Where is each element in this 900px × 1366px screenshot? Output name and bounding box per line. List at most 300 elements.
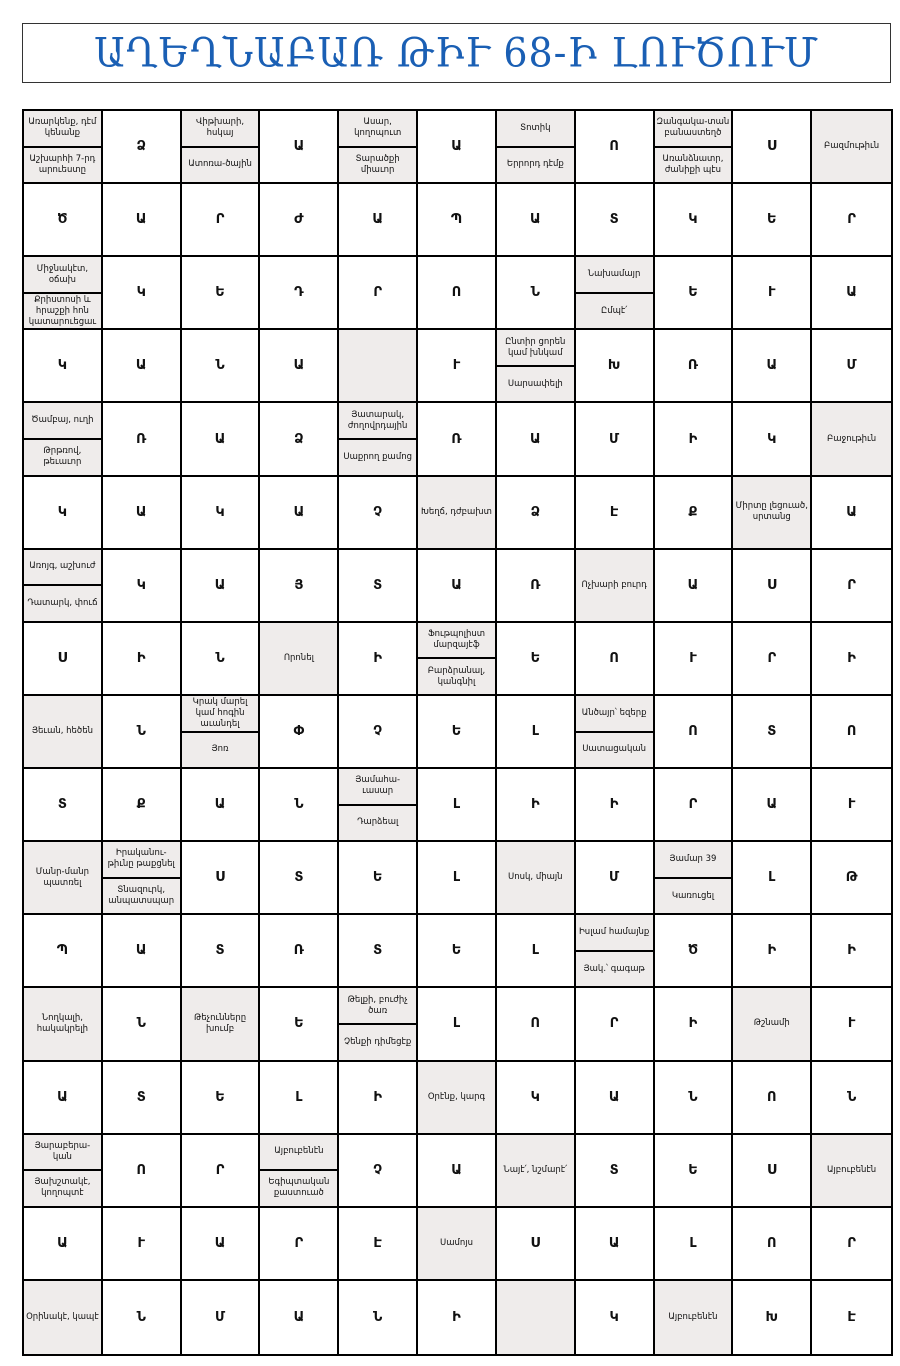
letter-value: Չ xyxy=(373,1162,383,1178)
letter-cell[interactable] xyxy=(812,769,891,842)
letter-cell[interactable] xyxy=(655,1135,734,1208)
letter-cell[interactable] xyxy=(418,403,497,476)
letter-cell[interactable] xyxy=(733,330,812,403)
letter-value: Ե xyxy=(530,650,541,666)
letter-cell[interactable] xyxy=(339,623,418,696)
letter-value: Ո xyxy=(609,139,619,155)
clue-cell xyxy=(655,1281,734,1354)
letter-cell[interactable] xyxy=(24,477,103,550)
letter-cell[interactable] xyxy=(497,988,576,1061)
letter-cell[interactable] xyxy=(24,1208,103,1281)
letter-cell[interactable] xyxy=(733,550,812,623)
letter-value: Ր xyxy=(609,1016,619,1032)
letter-value: Ո xyxy=(530,1016,541,1032)
clue-text: Քրիստոսի և հրաշքի հոն կատարուեցաւ xyxy=(28,294,97,327)
clue-text: Որոնել xyxy=(283,652,314,663)
clue-cell xyxy=(260,623,339,696)
clue-text: Միջնակէտ, օճախ xyxy=(36,263,89,285)
letter-cell[interactable] xyxy=(812,184,891,257)
letter-cell[interactable] xyxy=(182,1135,261,1208)
letter-cell[interactable] xyxy=(497,1208,576,1281)
clue-text: Առարկենք, դէմ կենանք xyxy=(28,117,97,139)
letter-cell[interactable] xyxy=(418,988,497,1061)
page-title: ԱՂԵՂՆԱԲԱՌ ԹԻՒ 68-Ի ԼՈՒԾՈՒՄ xyxy=(94,29,819,77)
letter-value: Դ xyxy=(294,285,304,301)
letter-cell[interactable] xyxy=(655,915,734,988)
letter-value: Տ xyxy=(136,1089,146,1105)
letter-value: Թ xyxy=(845,870,858,886)
letter-cell[interactable] xyxy=(260,111,339,184)
letter-cell[interactable] xyxy=(103,915,182,988)
letter-value: Ե xyxy=(372,870,383,886)
clue-cell xyxy=(733,477,812,550)
letter-value: Ն xyxy=(846,1089,857,1105)
letter-value: Տ xyxy=(609,212,619,228)
letter-cell[interactable] xyxy=(655,1062,734,1135)
letter-value: Ո xyxy=(767,1235,777,1251)
letter-cell[interactable] xyxy=(24,623,103,696)
letter-cell[interactable] xyxy=(733,1062,812,1135)
letter-value: Մ xyxy=(846,358,857,374)
clue-cell xyxy=(24,988,103,1061)
letter-cell[interactable] xyxy=(418,1135,497,1208)
letter-value: Ա xyxy=(451,1162,462,1178)
letter-cell[interactable] xyxy=(576,184,655,257)
letter-cell[interactable] xyxy=(103,550,182,623)
clue-text: Այբուբենէն xyxy=(274,1146,324,1157)
letter-cell[interactable] xyxy=(103,769,182,842)
letter-value: Մ xyxy=(609,431,620,447)
clue-text: Սոսկ, միայն xyxy=(508,872,563,883)
clue-bottom xyxy=(576,733,653,768)
clue-cell xyxy=(812,111,891,184)
letter-value: Ա xyxy=(530,431,541,447)
letter-value: Ն xyxy=(136,1309,146,1325)
letter-cell[interactable] xyxy=(418,111,497,184)
letter-cell[interactable] xyxy=(418,1281,497,1354)
clue-top xyxy=(260,1135,337,1172)
clue-text: Չենքի դիմեցէք xyxy=(344,1036,412,1047)
letter-cell[interactable] xyxy=(655,1208,734,1281)
clue-text: Միրտը լեցուած, սրտանց xyxy=(735,501,808,523)
letter-cell[interactable] xyxy=(182,1062,261,1135)
clue-text: Կրակ մարել կամ հոգին աւանդել xyxy=(192,696,248,729)
letter-value: Ր xyxy=(373,285,382,301)
clue-cell xyxy=(103,842,182,915)
letter-value: Ք xyxy=(688,504,698,520)
letter-cell[interactable] xyxy=(812,1062,891,1135)
letter-cell[interactable] xyxy=(497,184,576,257)
letter-value: Ս xyxy=(767,139,777,155)
letter-value: Ա xyxy=(766,358,778,374)
letter-value: Ն xyxy=(373,1309,383,1325)
letter-value: Տ xyxy=(373,577,383,593)
letter-cell[interactable] xyxy=(339,184,418,257)
letter-cell[interactable] xyxy=(418,550,497,623)
clue-text: Յամահա-ւասար xyxy=(355,775,401,797)
letter-cell[interactable] xyxy=(24,769,103,842)
clue-text: Տնազուրկ, անպատսպար xyxy=(108,885,175,907)
letter-value: Ե xyxy=(451,943,462,959)
letter-cell[interactable] xyxy=(418,696,497,769)
letter-cell[interactable] xyxy=(182,842,261,915)
letter-cell[interactable] xyxy=(339,257,418,330)
letter-value: Ի xyxy=(609,797,619,813)
letter-value: Ս xyxy=(57,650,68,666)
letter-cell[interactable] xyxy=(182,330,261,403)
letter-value: Ռ xyxy=(687,358,699,374)
letter-value: Տ xyxy=(609,1162,619,1178)
clue-text: Սարսափելի xyxy=(507,378,563,389)
letter-cell[interactable] xyxy=(812,330,891,403)
clue-bottom xyxy=(24,1171,101,1206)
letter-cell[interactable] xyxy=(103,477,182,550)
letter-cell[interactable] xyxy=(733,842,812,915)
letter-value: Ա xyxy=(608,1089,620,1105)
letter-cell[interactable] xyxy=(655,550,734,623)
clue-text: Տարածքի միաւոր xyxy=(355,153,400,175)
clue-cell xyxy=(24,403,103,476)
letter-value: Ն xyxy=(136,723,146,739)
letter-cell[interactable] xyxy=(576,1281,655,1354)
letter-cell[interactable] xyxy=(655,769,734,842)
letter-cell[interactable] xyxy=(182,403,261,476)
letter-cell[interactable] xyxy=(812,842,891,915)
letter-value: Ք xyxy=(136,797,146,813)
letter-value: Ի xyxy=(688,431,698,447)
letter-cell[interactable] xyxy=(576,330,655,403)
letter-cell[interactable] xyxy=(260,184,339,257)
clue-text: Ընտիր ցորեն կամ խնկամ xyxy=(505,336,566,358)
clue-top xyxy=(497,111,574,148)
letter-cell[interactable] xyxy=(103,623,182,696)
letter-value: Ի xyxy=(767,943,777,959)
letter-value: Ե xyxy=(767,212,777,228)
letter-cell[interactable] xyxy=(812,623,891,696)
clue-text: Սամոյս xyxy=(440,1237,473,1248)
letter-cell[interactable] xyxy=(418,915,497,988)
letter-cell[interactable] xyxy=(182,915,261,988)
letter-cell[interactable] xyxy=(733,1208,812,1281)
letter-value: Ա xyxy=(766,797,778,813)
letter-value: Ա xyxy=(135,504,147,520)
letter-cell[interactable] xyxy=(260,1062,339,1135)
clue-bottom xyxy=(576,294,653,329)
letter-cell[interactable] xyxy=(497,915,576,988)
letter-cell[interactable] xyxy=(418,257,497,330)
clue-text: Յոռ xyxy=(211,744,229,755)
clue-text: Սատացական xyxy=(582,744,647,755)
letter-cell[interactable] xyxy=(182,257,261,330)
letter-value: Լ xyxy=(295,1089,303,1105)
clue-cell xyxy=(339,403,418,476)
letter-value: Ա xyxy=(57,1089,68,1105)
clue-cell xyxy=(24,1281,103,1354)
letter-value: Ո xyxy=(136,1162,146,1178)
letter-cell[interactable] xyxy=(576,1135,655,1208)
clue-top xyxy=(339,769,416,806)
letter-value: Ժ xyxy=(294,212,304,228)
letter-value: Ռ xyxy=(293,943,304,959)
letter-value: Կ xyxy=(688,212,698,228)
clue-text: Եգիպտական քաստուած xyxy=(268,1177,330,1199)
letter-cell[interactable] xyxy=(260,988,339,1061)
letter-value: Ո xyxy=(688,723,698,739)
letter-cell[interactable] xyxy=(497,623,576,696)
letter-cell[interactable] xyxy=(103,184,182,257)
letter-cell[interactable] xyxy=(576,623,655,696)
letter-cell[interactable] xyxy=(733,915,812,988)
letter-value: Ա xyxy=(451,139,462,155)
clue-top xyxy=(339,111,416,148)
letter-cell[interactable] xyxy=(812,696,891,769)
letter-cell[interactable] xyxy=(812,1208,891,1281)
letter-cell[interactable] xyxy=(733,111,812,184)
letter-cell[interactable] xyxy=(576,1208,655,1281)
clue-cell xyxy=(339,988,418,1061)
letter-cell[interactable] xyxy=(339,1135,418,1208)
clue-bottom xyxy=(576,952,653,987)
letter-value: Ա xyxy=(135,212,147,228)
clue-text: Բարձրանալ, կանգնիլ xyxy=(427,665,486,687)
clue-text: Յատարակ, ժողովրդային xyxy=(347,409,408,431)
letter-cell[interactable] xyxy=(576,111,655,184)
clue-cell xyxy=(497,111,576,184)
clue-top xyxy=(182,696,259,733)
letter-cell[interactable] xyxy=(418,184,497,257)
clue-bottom xyxy=(339,806,416,841)
letter-cell[interactable] xyxy=(24,1062,103,1135)
clue-bottom xyxy=(339,1025,416,1060)
letter-value: Ա xyxy=(135,943,147,959)
clue-cell xyxy=(182,696,261,769)
clue-text: Դատարկ, փուճ xyxy=(27,598,98,609)
letter-cell[interactable] xyxy=(103,1062,182,1135)
title-banner xyxy=(22,23,891,83)
letter-value: Ւ xyxy=(847,797,856,813)
clue-bottom xyxy=(497,148,574,183)
letter-cell[interactable] xyxy=(339,915,418,988)
letter-value: Ր xyxy=(294,1235,304,1251)
letter-value: Ր xyxy=(767,650,777,666)
letter-cell[interactable] xyxy=(497,477,576,550)
letter-value: Փ xyxy=(293,723,305,739)
letter-cell[interactable] xyxy=(418,769,497,842)
letter-cell[interactable] xyxy=(655,257,734,330)
letter-cell[interactable] xyxy=(24,915,103,988)
clue-cell xyxy=(655,842,734,915)
letter-value: Ն xyxy=(215,358,225,374)
letter-cell[interactable] xyxy=(339,842,418,915)
letter-cell[interactable] xyxy=(103,696,182,769)
clue-bottom xyxy=(103,879,180,914)
letter-cell[interactable] xyxy=(655,477,734,550)
clue-bottom xyxy=(182,148,259,183)
clue-text: Նողկալի, հակակրելի xyxy=(36,1012,88,1034)
clue-top xyxy=(182,111,259,148)
letter-cell[interactable] xyxy=(260,769,339,842)
letter-cell[interactable] xyxy=(497,550,576,623)
letter-value: Ո xyxy=(846,723,857,739)
clue-bottom xyxy=(24,294,101,329)
letter-cell[interactable] xyxy=(733,1135,812,1208)
letter-value: Ն xyxy=(136,1016,146,1032)
letter-value: Տ xyxy=(215,943,225,959)
letter-cell[interactable] xyxy=(260,1208,339,1281)
letter-cell[interactable] xyxy=(260,257,339,330)
letter-cell[interactable] xyxy=(103,1281,182,1354)
letter-cell[interactable] xyxy=(497,696,576,769)
letter-value: Ն xyxy=(530,285,540,301)
clue-text: Մանր-մանր պատռել xyxy=(35,866,90,888)
letter-value: Ր xyxy=(847,212,856,228)
clue-text: Յարաբերա-կան xyxy=(34,1140,91,1162)
letter-value: Ե xyxy=(451,723,462,739)
letter-cell[interactable] xyxy=(182,623,261,696)
letter-cell[interactable] xyxy=(182,477,261,550)
letter-value: Է xyxy=(609,504,619,520)
letter-cell[interactable] xyxy=(260,550,339,623)
letter-value: Ն xyxy=(215,650,225,666)
letter-cell[interactable] xyxy=(260,915,339,988)
letter-cell[interactable] xyxy=(418,330,497,403)
letter-cell[interactable] xyxy=(260,1281,339,1354)
letter-cell[interactable] xyxy=(103,1135,182,1208)
clue-cell xyxy=(24,257,103,330)
letter-cell[interactable] xyxy=(260,696,339,769)
letter-cell[interactable] xyxy=(497,769,576,842)
letter-cell[interactable] xyxy=(733,1281,812,1354)
letter-value: Ո xyxy=(609,650,619,666)
letter-cell[interactable] xyxy=(655,403,734,476)
letter-cell[interactable] xyxy=(576,1062,655,1135)
letter-value: Ի xyxy=(847,943,856,959)
letter-cell[interactable] xyxy=(733,769,812,842)
letter-cell[interactable] xyxy=(182,769,261,842)
letter-cell[interactable] xyxy=(103,1208,182,1281)
letter-cell[interactable] xyxy=(576,769,655,842)
letter-cell[interactable] xyxy=(576,403,655,476)
letter-cell[interactable] xyxy=(103,988,182,1061)
letter-cell[interactable] xyxy=(339,550,418,623)
letter-cell[interactable] xyxy=(497,403,576,476)
letter-cell[interactable] xyxy=(733,403,812,476)
letter-cell[interactable] xyxy=(339,696,418,769)
letter-cell[interactable] xyxy=(418,842,497,915)
letter-cell[interactable] xyxy=(576,988,655,1061)
clue-text: Ոչխարի բուրդ xyxy=(581,579,647,590)
letter-value: Լ xyxy=(452,1016,461,1032)
clue-text: Օրէնք, կարգ xyxy=(427,1091,486,1102)
letter-cell[interactable] xyxy=(339,1062,418,1135)
letter-value: Ա xyxy=(846,504,857,520)
letter-cell[interactable] xyxy=(24,330,103,403)
letter-cell[interactable] xyxy=(497,1062,576,1135)
clue-bottom xyxy=(260,1171,337,1206)
clue-text: Աշխարհի 7-րդ արուեստը xyxy=(29,153,96,175)
letter-cell[interactable] xyxy=(655,696,734,769)
clue-cell xyxy=(24,1135,103,1208)
letter-cell[interactable] xyxy=(182,550,261,623)
letter-value: Ս xyxy=(215,870,225,886)
clue-top xyxy=(576,696,653,733)
letter-cell[interactable] xyxy=(733,696,812,769)
letter-value: Ի xyxy=(373,1089,382,1105)
letter-cell[interactable] xyxy=(812,477,891,550)
letter-cell[interactable] xyxy=(812,915,891,988)
letter-value: Ա xyxy=(687,577,699,593)
clue-text: Երրորդ դէմք xyxy=(506,159,564,170)
letter-cell[interactable] xyxy=(260,842,339,915)
letter-cell[interactable] xyxy=(733,257,812,330)
letter-value: Ա xyxy=(451,577,462,593)
letter-cell[interactable] xyxy=(733,184,812,257)
clue-top xyxy=(339,988,416,1025)
letter-cell[interactable] xyxy=(812,257,891,330)
letter-cell[interactable] xyxy=(260,477,339,550)
letter-value: Ի xyxy=(136,650,146,666)
letter-cell[interactable] xyxy=(812,550,891,623)
clue-cell xyxy=(655,111,734,184)
letter-cell[interactable] xyxy=(339,1208,418,1281)
letter-value: Կ xyxy=(136,285,146,301)
clue-bottom xyxy=(24,586,101,621)
clue-text: Ատոռա-ծային xyxy=(188,159,252,170)
letter-cell[interactable] xyxy=(103,403,182,476)
letter-cell[interactable] xyxy=(103,111,182,184)
letter-cell[interactable] xyxy=(182,1281,261,1354)
clue-text: Ըմպէ՛ xyxy=(600,305,628,316)
clue-text: Կառուցել xyxy=(671,890,715,901)
letter-cell[interactable] xyxy=(497,257,576,330)
letter-value: Ձ xyxy=(294,431,304,447)
crossword-grid xyxy=(22,109,893,1356)
letter-cell[interactable] xyxy=(339,1281,418,1354)
clue-bottom xyxy=(24,440,101,475)
letter-value: Ր xyxy=(847,1235,856,1251)
letter-value: Լ xyxy=(531,723,539,739)
letter-cell[interactable] xyxy=(655,330,734,403)
letter-cell[interactable] xyxy=(733,623,812,696)
letter-value: Ռ xyxy=(451,431,462,447)
clue-cell xyxy=(576,550,655,623)
letter-cell[interactable] xyxy=(182,184,261,257)
letter-cell[interactable] xyxy=(103,257,182,330)
clue-cell xyxy=(339,769,418,842)
letter-cell[interactable] xyxy=(24,184,103,257)
letter-cell[interactable] xyxy=(260,330,339,403)
letter-cell[interactable] xyxy=(182,1208,261,1281)
letter-cell[interactable] xyxy=(812,988,891,1061)
letter-cell[interactable] xyxy=(655,988,734,1061)
letter-cell[interactable] xyxy=(576,842,655,915)
clue-cell xyxy=(260,1135,339,1208)
clue-top xyxy=(24,550,101,587)
letter-cell[interactable] xyxy=(812,1281,891,1354)
clue-cell xyxy=(418,477,497,550)
letter-value: Տ xyxy=(373,943,383,959)
letter-cell[interactable] xyxy=(103,330,182,403)
letter-cell[interactable] xyxy=(655,623,734,696)
clue-cell xyxy=(418,623,497,696)
letter-cell[interactable] xyxy=(655,184,734,257)
clue-cell xyxy=(812,403,891,476)
letter-value: Ա xyxy=(372,212,383,228)
letter-cell[interactable] xyxy=(576,477,655,550)
letter-cell[interactable] xyxy=(260,403,339,476)
clue-text: Յակ.՝ գագաթ xyxy=(583,963,645,974)
letter-cell[interactable] xyxy=(339,477,418,550)
